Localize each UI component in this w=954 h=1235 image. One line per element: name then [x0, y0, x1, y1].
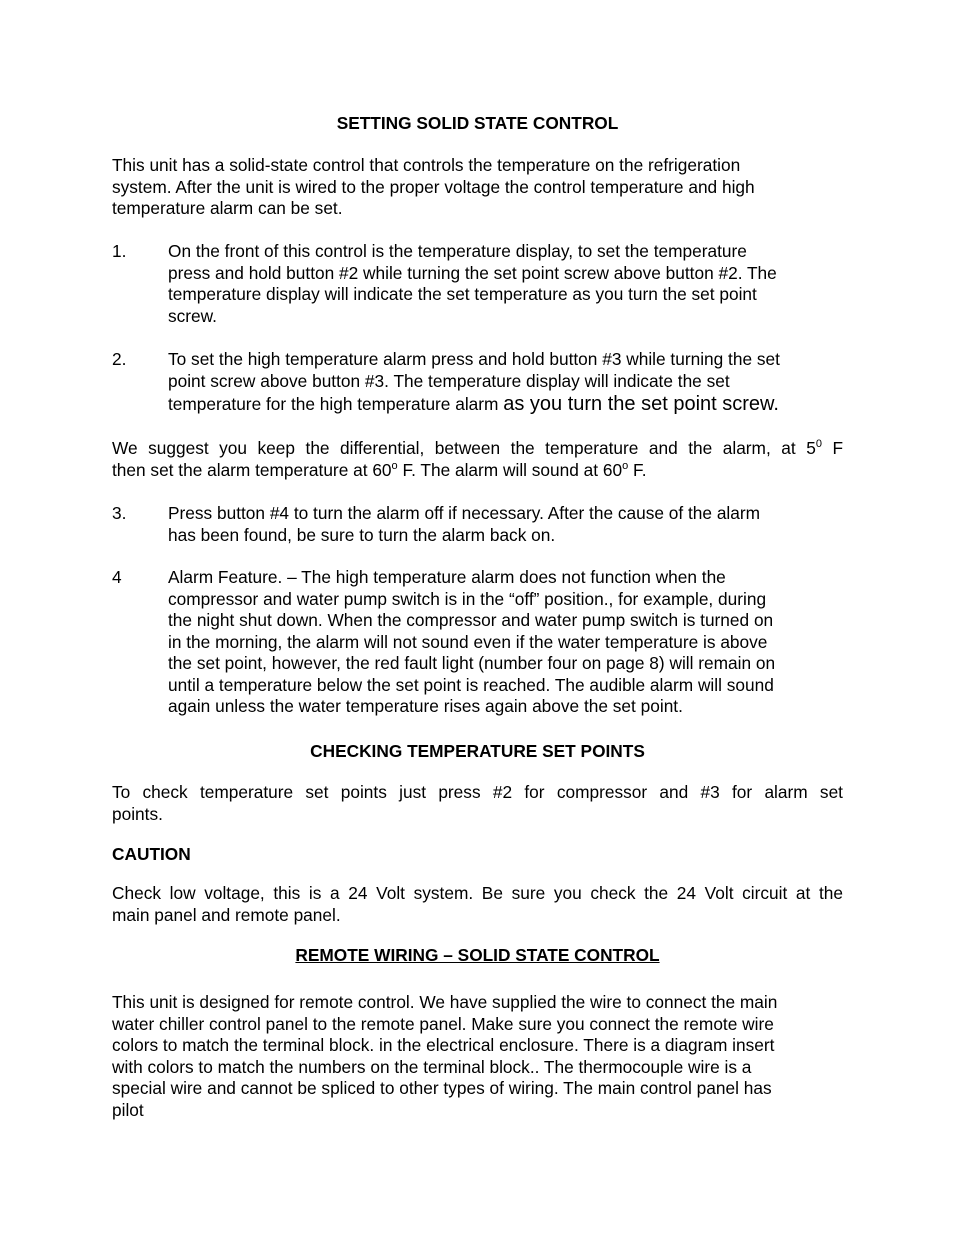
superscript: o: [622, 459, 629, 472]
suggest-text: F: [821, 438, 844, 458]
caution-line: main panel and remote panel.: [112, 904, 341, 925]
intro-line: temperature alarm can be set.: [112, 198, 343, 218]
intro-line: system. After the unit is wired to the proper voltage the control temperature and high: [112, 176, 755, 197]
suggest-text: F.: [628, 459, 647, 480]
list-text: [168, 503, 843, 546]
suggest-text: F. The alarm will sound at 60: [397, 459, 623, 480]
list-line: point screw above button #3. The temperature display will indicate the set: [168, 370, 730, 391]
list-line: [168, 394, 843, 416]
list-line: press and hold button #2 while turning the set point screw above button #2. The: [168, 262, 777, 283]
heading-checking-temperature-set-points: CHECKING TEMPERATURE SET POINTS: [310, 741, 645, 761]
list-line: compressor and water pump switch is in the “off” position., for example, during: [168, 588, 767, 609]
list-line: has been found, be sure to turn the alarm back on.: [168, 524, 556, 545]
remote-line: with colors to match the numbers on the terminal block.. The thermocouple wire is a: [112, 1056, 752, 1077]
list-line: until a temperature below the set point is reached. The audible alarm will sound: [168, 674, 774, 695]
list-line: the night shut down. When the compressor and water pump switch is turned on: [168, 610, 774, 630]
superscript: 0: [815, 438, 822, 451]
heading-setting-solid-state-control: SETTING SOLID STATE CONTROL: [336, 113, 619, 133]
remote-paragraph: [112, 992, 843, 1121]
caution-paragraph: [112, 883, 843, 926]
list-text: [168, 241, 843, 327]
suggest-text: then set the alarm temperature at 60: [112, 459, 392, 480]
list-line: Alarm Feature. – The high temperature alarm does not function when the: [168, 567, 726, 587]
remote-line: pilot: [112, 1099, 144, 1120]
caution-title: CAUTION: [112, 844, 191, 864]
remote-line: colors to match the terminal block. in the electrical enclosure. There is a diagram insert: [112, 1035, 775, 1055]
list-text: [168, 349, 843, 416]
list-line: To set the high temperature alarm press and hold button #3 while turning the set: [168, 349, 780, 369]
list-text: [168, 567, 843, 718]
list-line-part: temperature for the high temperature alarm: [168, 394, 504, 414]
list-line: screw.: [168, 305, 217, 326]
list-line: On the front of this control is the temperature display, to set the temperature: [168, 241, 747, 261]
check-paragraph: [112, 782, 843, 825]
remote-line: This unit is designed for remote control. We have supplied the wire to connect the main: [112, 992, 778, 1012]
list-line-part-large: as you turn the set point screw.: [503, 393, 779, 415]
remote-line: special wire and cannot be spliced to other types of wiring. The main control panel has: [112, 1078, 772, 1098]
intro-paragraph: [112, 155, 843, 220]
suggest-line: [112, 460, 843, 482]
caution-line: Check low voltage, this is a 24 Volt system. Be sure you check the 24 Volt circuit at the: [112, 883, 843, 903]
list-line: Press button #4 to turn the alarm off if necessary. After the cause of the alarm: [168, 503, 761, 523]
list-number: 1.: [112, 241, 127, 261]
intro-line: This unit has a solid-state control that controls the temperature on the refrigeration: [112, 155, 741, 175]
list-number: 4: [112, 567, 122, 587]
suggest-text: We suggest you keep the differential, between the temperature and the alarm, at 5: [112, 438, 816, 458]
check-line: To check temperature set points just press #2 for compressor and #3 for alarm set: [112, 782, 843, 802]
superscript: o: [391, 459, 398, 472]
list-line: again unless the water temperature rises again above the set point.: [168, 696, 683, 716]
heading-remote-wiring: REMOTE WIRING – SOLID STATE CONTROL: [295, 945, 660, 965]
heading-remote-wiring-wrapper: [112, 945, 843, 966]
list-line: the set point, however, the red fault light (number four on page 8) will remain on: [168, 653, 776, 673]
list-number: 3.: [112, 503, 127, 523]
remote-line: water chiller control panel to the remote panel. Make sure you connect the remote wire: [112, 1013, 774, 1034]
list-number: 2.: [112, 349, 127, 369]
suggest-paragraph: [112, 438, 843, 481]
check-line: points.: [112, 803, 163, 824]
suggest-line: [112, 438, 843, 460]
list-line: temperature display will indicate the set temperature as you turn the set point: [168, 284, 757, 304]
list-line: in the morning, the alarm will not sound even if the water temperature is above: [168, 631, 768, 652]
